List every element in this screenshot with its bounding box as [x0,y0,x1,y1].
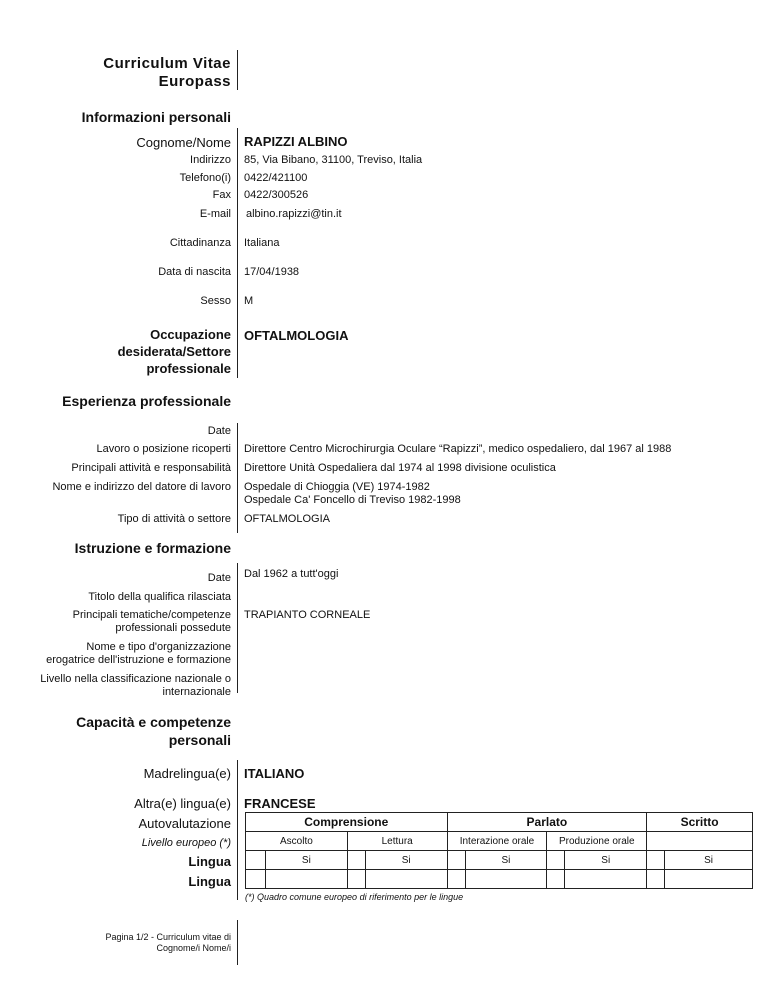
level-code-cell [447,851,465,870]
birthdate-value: 17/04/1938 [244,266,300,278]
citizenship-value: Italiana [244,237,280,249]
level-cell: Si [365,851,447,870]
edu-org-label: Nome e tipo d'organizzazione [86,641,231,653]
divider-line [237,423,238,533]
cv-subtitle: Europass [158,73,231,90]
address-value: 85, Via Bibano, 31100, Treviso, Italia [244,154,423,166]
fax-value: 0422/300526 [244,189,309,201]
language-row-label: Lingua [188,874,231,889]
edu-topics-value: TRAPIANTO CORNEALE [244,609,371,621]
header-scritto: Scritto [647,813,753,832]
level-code-cell [347,851,365,870]
header-ascolto: Ascolto [246,832,348,851]
occupation-value: OFTALMOLOGIA [244,328,349,343]
mother-tongue-label: Madrelingua(e) [143,766,231,781]
sex-value: M [244,295,254,307]
header-comprensione: Comprensione [246,813,448,832]
language-footnote: (*) Quadro comune europeo di riferimento per le lingue [245,892,464,902]
footer-page-info: Cognome/i Nome/i [156,943,231,953]
phone-label: Telefono(i) [179,172,231,184]
level-cell [565,870,647,889]
level-code-cell [447,870,465,889]
header-produzione: Produzione orale [547,832,647,851]
level-cell: Si [565,851,647,870]
edu-title-label: Titolo della qualifica rilasciata [88,591,231,603]
occupation-label: Occupazione [150,327,231,342]
exp-job-value: Direttore Centro Microchirurgia Oculare “Rapizzi”, medico ospedaliero, dal 1967 al 1988 [244,443,672,455]
exp-date-label: Date [207,425,231,437]
level-code-cell [647,870,665,889]
header-empty [647,832,753,851]
level-cell [365,870,447,889]
level-cell: Si [665,851,753,870]
phone-value: 0422/421100 [244,172,308,184]
divider-line [237,920,238,965]
fax-label: Fax [212,189,231,201]
exp-activities-label: Principali attività e responsabilità [71,462,231,474]
name-value: RAPIZZI ALBINO [244,134,348,149]
edu-level-label: Livello nella classificazione nazionale o [40,673,231,685]
edu-topics-label: professionali possedute [115,622,231,634]
occupation-label: desiderata/Settore [117,344,231,359]
citizenship-label: Cittadinanza [169,237,231,249]
email-label: E-mail [199,208,231,220]
edu-topics-label: Principali tematiche/competenze [72,609,231,621]
exp-type-value: OFTALMOLOGIA [244,513,330,525]
header-parlato: Parlato [447,813,647,832]
sex-label: Sesso [200,295,231,307]
level-cell [465,870,547,889]
divider-line [237,760,238,900]
edu-date-value: Dal 1962 a tutt'oggi [244,568,339,580]
email-value[interactable]: albino.rapizzi@tin.it [246,208,342,220]
level-code-cell [547,851,565,870]
language-table [245,812,753,889]
cv-title: Curriculum Vitae [103,55,231,72]
level-code-cell [347,870,365,889]
edu-level-label: internazionale [162,686,231,698]
exp-activities-value: Direttore Unità Ospedaliera dal 1974 al 1998 divisione oculistica [244,462,556,474]
level-cell: Si [465,851,547,870]
level-code-cell [547,870,565,889]
self-assessment-label: Autovalutazione [138,816,231,831]
section-personal: Informazioni personali [81,109,231,125]
european-level-label: Livello europeo (*) [141,837,231,849]
section-education: Istruzione e formazione [74,540,231,556]
other-language-label: Altra(e) lingua(e) [134,796,231,811]
name-label: Cognome/Nome [136,135,231,150]
level-cell [265,870,347,889]
exp-employer-label: Nome e indirizzo del datore di lavoro [52,481,231,493]
edu-date-label: Date [207,572,231,584]
exp-employer-value: Ospedale Ca' Foncello di Treviso 1982-1998 [244,494,461,506]
level-cell: Si [265,851,347,870]
level-cell [665,870,753,889]
mother-tongue-value: ITALIANO [244,766,305,781]
exp-employer-value: Ospedale di Chioggia (VE) 1974-1982 [244,481,430,493]
divider-line [237,563,238,693]
level-code-cell [246,851,266,870]
header-interazione: Interazione orale [447,832,547,851]
occupation-label: professionale [146,361,231,376]
exp-type-label: Tipo di attività o settore [117,513,231,525]
address-label: Indirizzo [190,154,231,166]
birthdate-label: Data di nascita [158,266,231,278]
language-row-label: Lingua [188,854,231,869]
section-skills: Capacità e competenze [76,714,231,730]
section-skills: personali [168,732,231,748]
footer-page-info: Pagina 1/2 - Curriculum vitae di [105,932,231,942]
level-code-cell [246,870,266,889]
exp-job-label: Lavoro o posizione ricoperti [96,443,231,455]
divider-line [237,50,238,90]
edu-org-label: erogatrice dell'istruzione e formazione [46,654,231,666]
header-lettura: Lettura [347,832,447,851]
other-language-value: FRANCESE [244,796,316,811]
divider-line [237,128,238,378]
section-experience: Esperienza professionale [62,393,231,409]
level-code-cell [647,851,665,870]
